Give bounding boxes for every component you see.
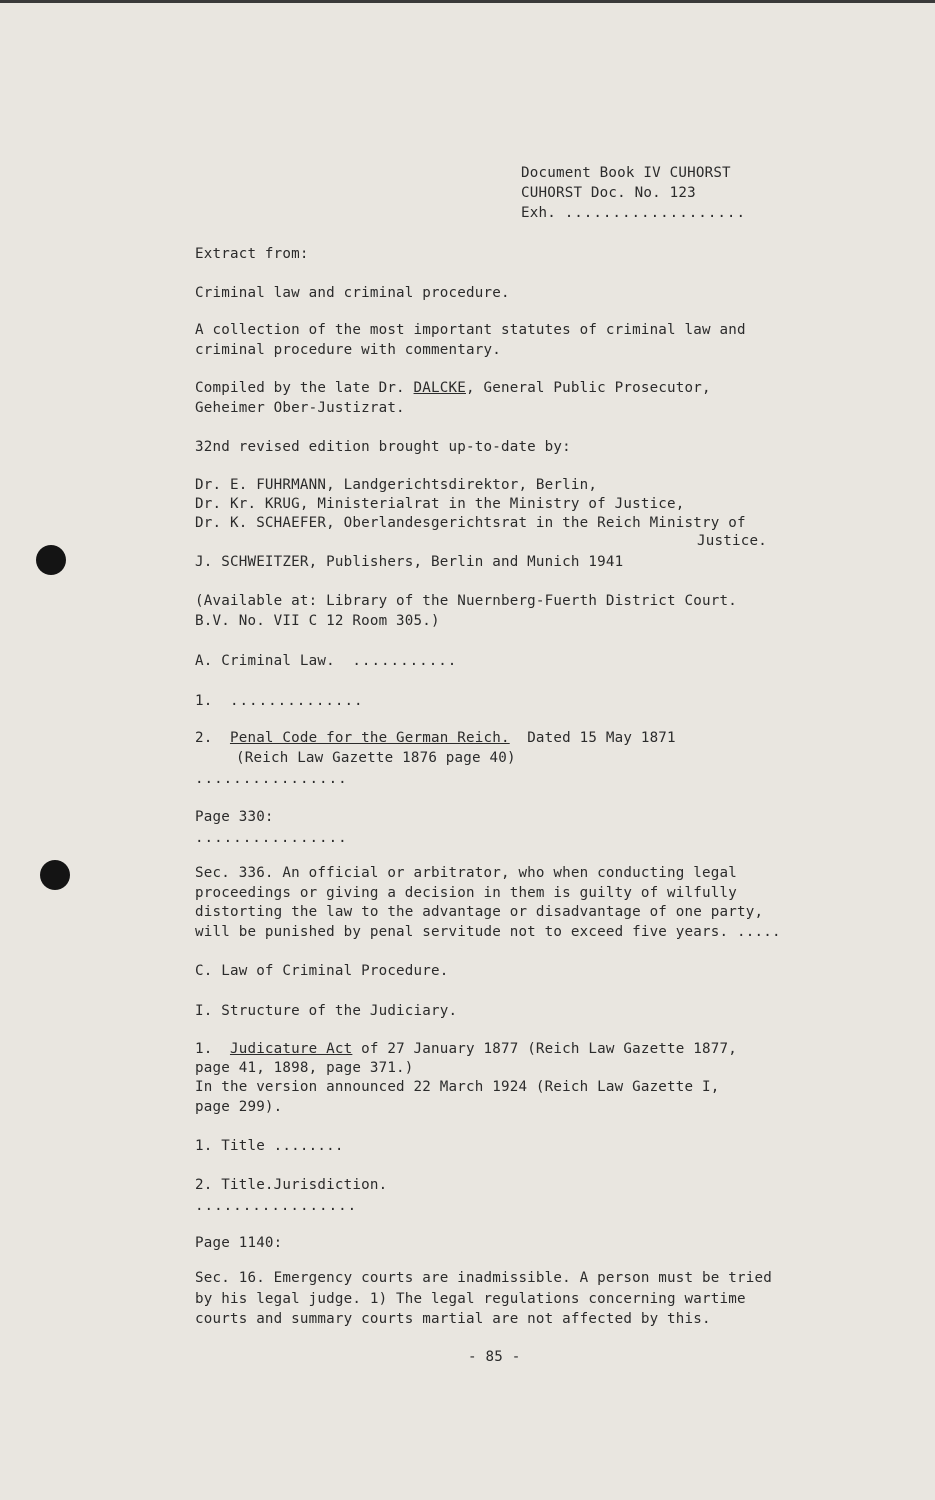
book-description: A collection of the most important statutes of criminal law and: [195, 322, 746, 338]
judicature-act: 1. Judicature Act of 27 January 1877 (Reich Law Gazette 1877,: [195, 1041, 737, 1057]
penal-code-reference: (Reich Law Gazette 1876 page 40): [236, 750, 516, 766]
section-a-item-2: 2. Penal Code for the German Reich. Dated 15 May 1871: [195, 730, 676, 746]
judicature-act-text: page 41, 1898, page 371.): [195, 1060, 414, 1076]
page-edge: [0, 0, 935, 3]
section-text: by his legal judge. 1) The legal regulations concerning wartime: [195, 1291, 746, 1307]
availability: (Available at: Library of the Nuernberg-Fuerth District Court.: [195, 593, 737, 609]
compiled-by: Compiled by the late Dr. DALCKE, General Public Prosecutor,: [195, 380, 711, 396]
page-number: - 85 -: [468, 1349, 521, 1365]
judicature-act-text: page 299).: [195, 1099, 283, 1115]
section-c-heading: C. Law of Criminal Procedure.: [195, 963, 449, 979]
extract-from: Extract from:: [195, 246, 309, 262]
page-reference: Page 1140:: [195, 1235, 283, 1251]
page-reference: Page 330:: [195, 809, 274, 825]
section-a-item-1: 1. ..............: [195, 693, 364, 709]
section-text: Sec. 336. An official or arbitrator, who when conducting legal: [195, 865, 737, 881]
ellipsis-separator: ................: [195, 830, 348, 846]
editor: Dr. E. FUHRMANN, Landgerichtsdirektor, Berlin,: [195, 477, 598, 493]
section-text: proceedings or giving a decision in them is guilty of wilfully: [195, 885, 737, 901]
header-doc-number: CUHORST Doc. No. 123: [521, 185, 696, 201]
compiled-by-title: Geheimer Ober-Justizrat.: [195, 400, 405, 416]
punch-hole: [36, 545, 66, 575]
section-c-subheading: I. Structure of the Judiciary.: [195, 1003, 458, 1019]
title-item: 2. Title.Jurisdiction.: [195, 1177, 388, 1193]
punch-hole: [40, 860, 70, 890]
section-text: courts and summary courts martial are not affected by this.: [195, 1311, 711, 1327]
ellipsis-separator: .................: [195, 1198, 358, 1214]
publisher: J. SCHWEITZER, Publishers, Berlin and Munich 1941: [195, 554, 624, 570]
section-text: will be punished by penal servitude not to exceed five years. .....: [195, 924, 781, 940]
judicature-act-title: Judicature Act: [229, 1041, 353, 1057]
ellipsis-separator: ................: [195, 771, 348, 787]
penal-code-title: Penal Code for the German Reich.: [229, 730, 510, 746]
header-doc-book: Document Book IV CUHORST: [521, 165, 731, 181]
book-title: Criminal law and criminal procedure.: [195, 285, 510, 301]
title-item: 1. Title ........: [195, 1138, 344, 1154]
edition-note: 32nd revised edition brought up-to-date by:: [195, 439, 571, 455]
section-text: Sec. 16. Emergency courts are inadmissible. A person must be tried: [195, 1270, 772, 1286]
header-exhibit: Exh. ...................: [521, 205, 747, 221]
editor-continuation: Justice.: [697, 533, 767, 549]
section-a-heading: A. Criminal Law. ...........: [195, 653, 458, 669]
editor: Dr. Kr. KRUG, Ministerialrat in the Ministry of Justice,: [195, 496, 685, 512]
editor: Dr. K. SCHAEFER, Oberlandesgerichtsrat in the Reich Ministry of: [195, 515, 746, 531]
section-text: distorting the law to the advantage or disadvantage of one party,: [195, 904, 764, 920]
book-description: criminal procedure with commentary.: [195, 342, 501, 358]
availability: B.V. No. VII C 12 Room 305.): [195, 613, 440, 629]
judicature-act-text: In the version announced 22 March 1924 (Reich Law Gazette I,: [195, 1079, 720, 1095]
compiler-name: DALCKE: [413, 380, 466, 396]
